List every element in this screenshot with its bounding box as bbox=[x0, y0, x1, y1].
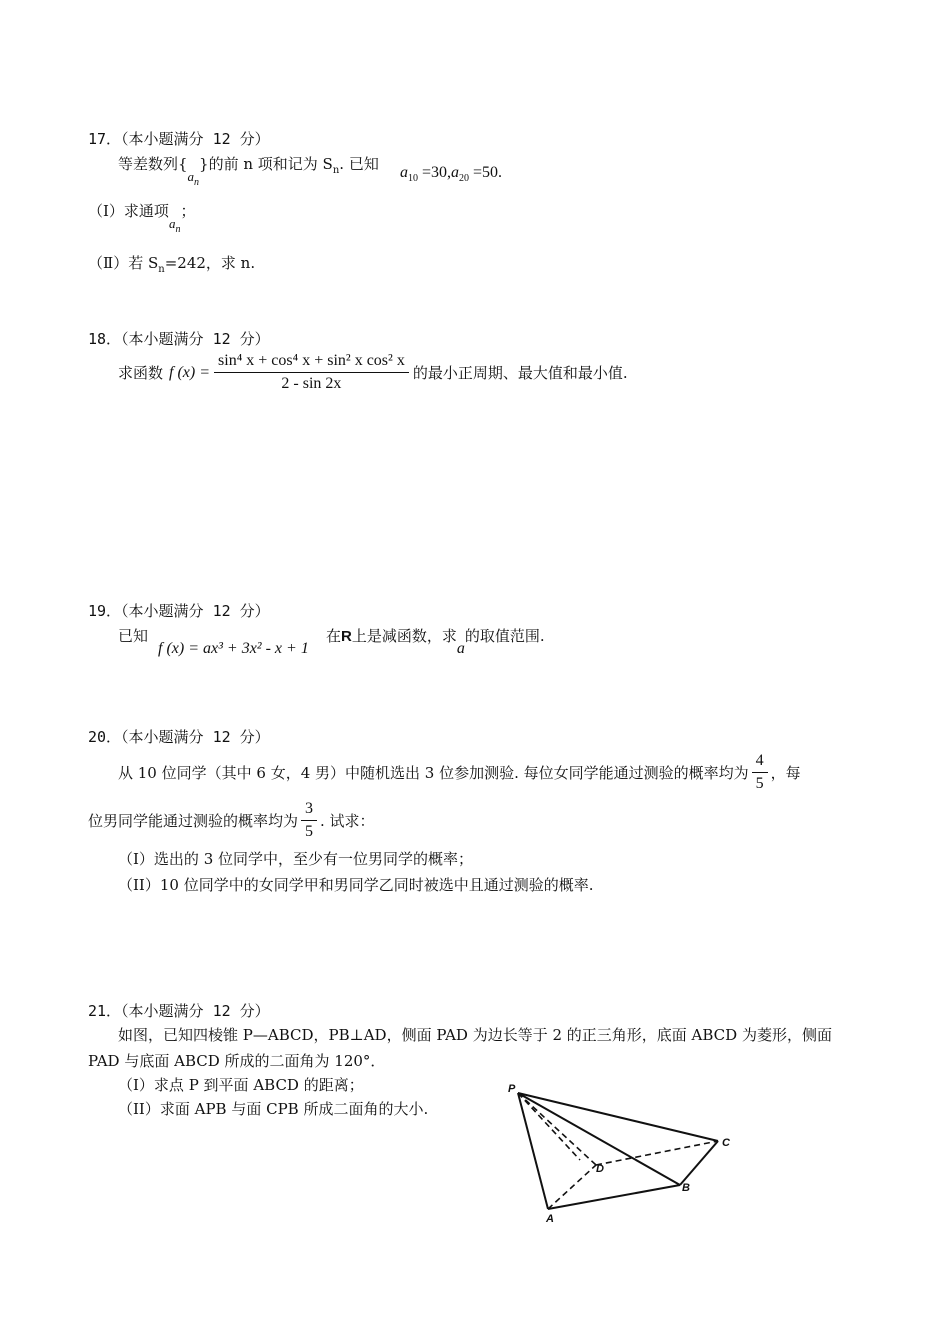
q21-part1: （I）求点 P 到平面 ABCD 的距离； bbox=[118, 1076, 364, 1094]
q19-statement bbox=[118, 625, 148, 646]
q20-frac1: $\frac{4}{5}$ bbox=[752, 752, 768, 793]
q20-line2-end: . 试求： bbox=[320, 812, 375, 830]
q19-tail-wrap bbox=[326, 625, 545, 657]
q19-header: 19．（本小题满分 12 分） bbox=[88, 602, 270, 620]
q19-var-a: a bbox=[456, 640, 465, 657]
q21-line2: PAD 与底面 ABCD 所成的二面角为 120°． bbox=[88, 1052, 386, 1070]
q18-fraction bbox=[214, 352, 409, 393]
q20-line2-text: 位男同学能通过测验的概率均为 bbox=[88, 812, 299, 830]
q20-line1 bbox=[118, 752, 801, 793]
q18-statement bbox=[118, 352, 628, 393]
q17-part2-b: =242，求 n. bbox=[164, 254, 256, 272]
q17-text-c: . 已知 bbox=[339, 155, 379, 173]
q17-header: 17．（本小题满分 12 分） bbox=[88, 130, 270, 148]
q19-mid: 在 bbox=[326, 627, 342, 645]
label-b: B bbox=[682, 1182, 690, 1194]
q19-mid2: 上是减函数，求 bbox=[351, 627, 457, 645]
q18-header: 18．（本小题满分 12 分） bbox=[88, 330, 270, 348]
q18-tail: 的最小正周期、最大值和最小值. bbox=[412, 364, 628, 382]
edge-ab bbox=[548, 1185, 680, 1209]
q20-part2: （II）10 位同学中的女同学甲和男同学乙同时被选中且通过测验的概率. bbox=[118, 876, 594, 894]
q19-lead: 已知 bbox=[118, 627, 149, 645]
q17-text-a: 等差数列{ bbox=[118, 155, 188, 173]
q20-line2 bbox=[88, 800, 375, 841]
q17-part1-end: ； bbox=[180, 202, 196, 220]
label-a: A bbox=[546, 1213, 554, 1225]
q18-denominator: 2 - sin 2x bbox=[281, 375, 342, 392]
q17-part1 bbox=[88, 200, 196, 235]
q17-statement bbox=[118, 153, 379, 188]
q20-part1: （I）选出的 3 位同学中，至少有一位男同学的概率； bbox=[118, 850, 474, 868]
q17-given: $a_{10} =30,a_{20} =50$. bbox=[400, 164, 503, 184]
label-c: C bbox=[722, 1137, 730, 1149]
edge-pc bbox=[518, 1093, 718, 1141]
pyramid-figure bbox=[500, 1078, 750, 1228]
q21-part2: （II）求面 APB 与面 CPB 所成二面角的大小. bbox=[118, 1100, 429, 1118]
label-d: D bbox=[596, 1163, 604, 1175]
q18-fx: f (x) = bbox=[169, 363, 211, 381]
q20-line1-text: 从 10 位同学（其中 6 女，4 男）中随机选出 3 位参加测验. 每位女同学能通过测验的概率均为 bbox=[118, 764, 749, 782]
q17-text-b: }的前 n 项和记为 S bbox=[199, 155, 333, 173]
q17-sn-sub: n bbox=[332, 165, 340, 176]
q17-part1-text: （Ⅰ）求通项 bbox=[88, 202, 169, 220]
q18-lead: 求函数 bbox=[118, 364, 164, 382]
q20-frac2: $\frac{3}{5}$ bbox=[301, 800, 317, 841]
q17-a10-sub: 10 bbox=[408, 173, 418, 184]
q17-part2-a: （Ⅱ）若 S bbox=[88, 254, 159, 272]
edge-pd bbox=[518, 1093, 596, 1165]
q20-line1-end: ，每 bbox=[770, 764, 801, 782]
q18-numerator: sin⁴ x + cos⁴ x + sin² x cos² x bbox=[214, 352, 409, 373]
q17-an: $a_n$ bbox=[187, 169, 200, 188]
q17-part1-an: $a_n$ bbox=[168, 216, 181, 235]
q17-part2 bbox=[88, 252, 255, 275]
q20-header: 20．（本小题满分 12 分） bbox=[88, 728, 270, 746]
q21-line1: 如图，已知四棱锥 P—ABCD，PB⊥AD，侧面 PAD 为边长等于 2 的正三角形，底面 ABCD 为菱形，侧面 bbox=[118, 1026, 832, 1044]
label-p: P bbox=[508, 1083, 516, 1095]
q19-formula: f (x) = ax³ + 3x² - x + 1 bbox=[158, 640, 309, 657]
q21-header: 21．（本小题满分 12 分） bbox=[88, 1002, 270, 1020]
q17-given-2: =50. bbox=[473, 164, 503, 181]
q19-set-r: R bbox=[341, 628, 352, 645]
q19-tail: 的取值范围. bbox=[464, 627, 545, 645]
q17-a20-sub: 20 bbox=[459, 173, 470, 184]
q17-part2-sub: n bbox=[158, 264, 165, 275]
edge-pa bbox=[518, 1093, 548, 1209]
q17-given-1: =30, bbox=[422, 164, 452, 181]
